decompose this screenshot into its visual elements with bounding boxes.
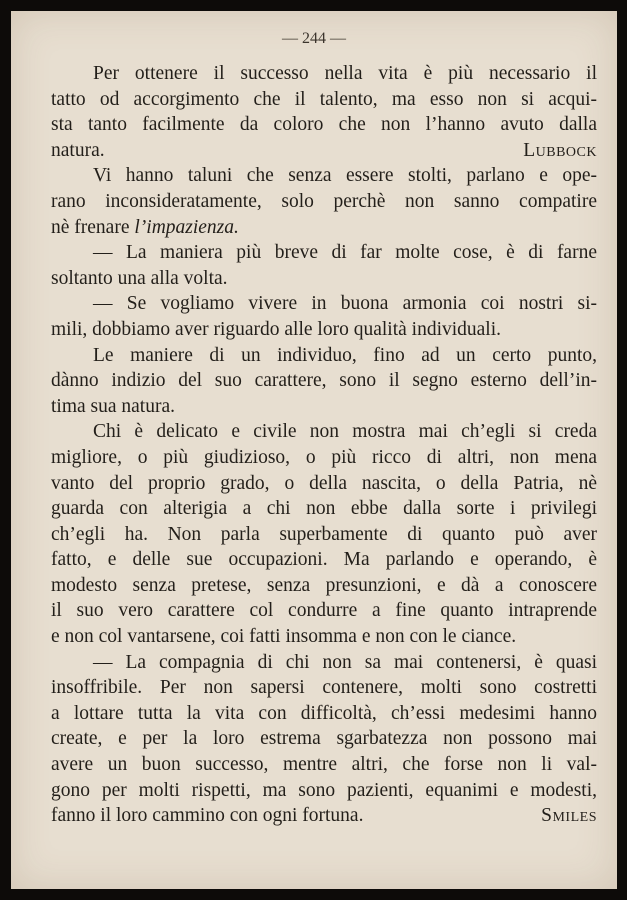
text-line: gono per molti rispetti, ma sono pazienti, equanimi e modesti, (51, 779, 597, 801)
text-line: insoffribile. Per non sapersi contenere, molti sono costretti (51, 677, 597, 699)
text-line: soltanto una alla volta. (51, 267, 228, 289)
text-line: — Se vogliamo vivere in buona armonia coi nostri si- (93, 293, 597, 315)
text-line: Vi hanno taluni che senza essere stolti, parlano e ope- (93, 165, 597, 187)
text-line-signature (51, 803, 597, 829)
text-line-signature (51, 138, 597, 164)
paragraph-smiles (51, 650, 597, 829)
text-line: tima sua natura. (51, 395, 175, 417)
author-lubbock: Lubbock (523, 139, 597, 161)
text-line-end: fanno il loro cammino con ogni fortuna. (51, 805, 364, 827)
page-number: — 244 — (282, 30, 346, 47)
book-page (11, 11, 617, 889)
text-fragment: nè frenare (51, 216, 135, 238)
text-line: sta tanto facilmente da coloro che non l’hanno avuto dalla (51, 114, 597, 136)
text-line: ch’egli ha. Non parla superbamente di quanto può aver (51, 523, 597, 545)
text-line: create, e per la loro estrema sgarbatezza non possono mai (51, 728, 597, 750)
text-line: guarda con alterigia a chi non ebbe dalla sorte i privilegi (51, 498, 597, 520)
text-line: avere un buon successo, mentre altri, che forse non li val- (51, 754, 597, 776)
paragraph-delicato (51, 419, 597, 649)
page-text (51, 61, 597, 829)
paragraph-maniere (51, 343, 597, 420)
paragraph-armonia (51, 291, 597, 342)
text-line: — La maniera più breve di far molte cose, è di farne (93, 242, 597, 264)
text-line: fatto, e delle sue occupazioni. Ma parlando e operando, è (51, 549, 597, 571)
text-line (51, 215, 597, 241)
text-line-end: natura. (51, 139, 105, 161)
text-line: il suo vero carattere col condurre a fine quanto intraprende (51, 600, 597, 622)
text-line: Le maniere di un individuo, fino ad un certo punto, (93, 344, 597, 366)
text-line: vanto del proprio grado, o della nascita, o della Patria, nè (51, 472, 597, 494)
text-line: rano inconsideratamente, solo perchè non sanno compatire (51, 190, 597, 212)
paragraph-impazienza (51, 163, 597, 240)
italic-word: l’impazienza. (134, 216, 239, 238)
text-line: e non col vantarsene, coi fatti insomma e non con le ciance. (51, 626, 517, 648)
text-line: Chi è delicato e civile non mostra mai ch’egli si creda (93, 421, 597, 443)
author-smiles: Smiles (541, 805, 597, 827)
text-line: dànno indizio del suo carattere, sono il segno esterno dell’in- (51, 370, 597, 392)
text-line: Per ottenere il successo nella vita è più necessario il (93, 63, 597, 84)
paragraph-lubbock (51, 61, 597, 163)
text-line: modesto senza pretese, senza presunzioni, e dà a conoscere (51, 574, 597, 596)
text-line: migliore, o più giudizioso, o più ricco di altri, non mena (51, 446, 597, 468)
text-line: — La compagnia di chi non sa mai contenersi, è quasi (93, 651, 597, 673)
text-line: mili, dobbiamo aver riguardo alle loro qualità individuali. (51, 318, 502, 340)
text-line: a lottare tutta la vita con difficoltà, ch’essi medesimi hanno (51, 702, 597, 724)
paragraph-maniera (51, 240, 597, 291)
text-line: tatto od accorgimento che il talento, ma esso non si acqui- (51, 88, 597, 110)
